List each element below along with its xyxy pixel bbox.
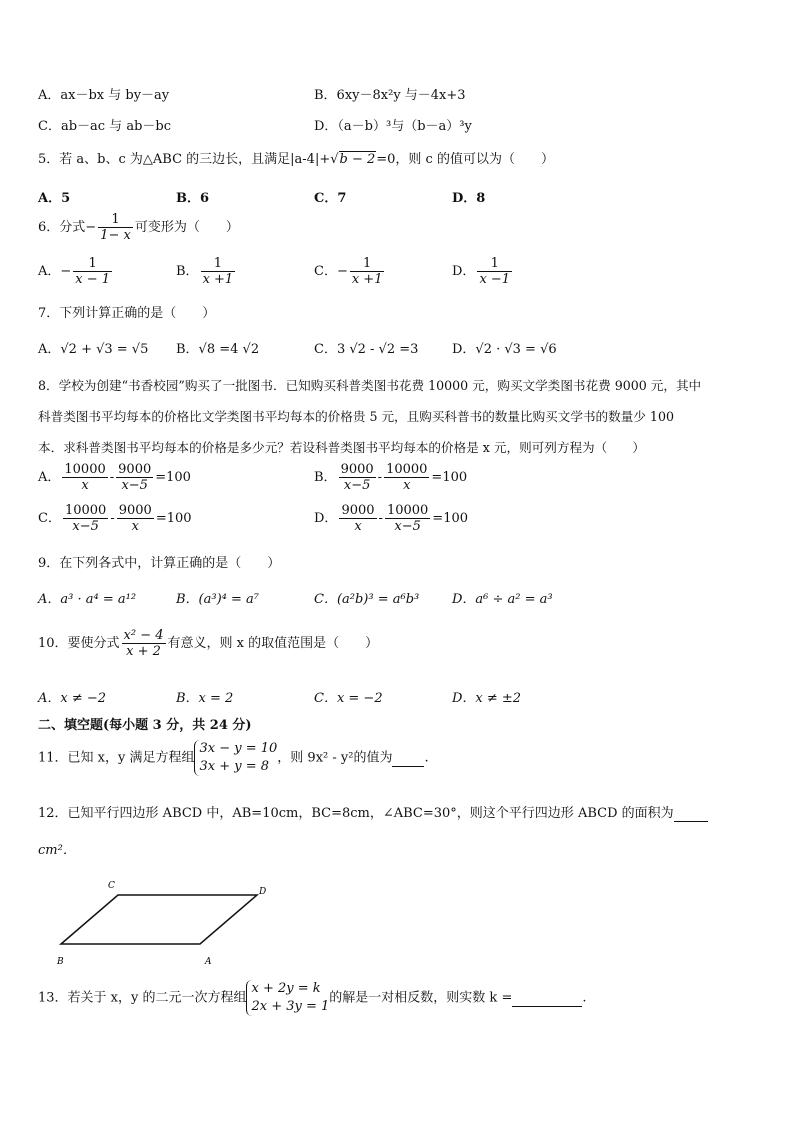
q13-stem: 13．若关于 x，y 的二元一次方程组 x + 2y = k 2x + 3y = 1 的解是一对相反数，则实数 k = . [38, 981, 587, 1014]
q13-answer-blank[interactable] [512, 991, 582, 1007]
q8-option-b: B． $\frac{9000}{x-5}$ - $\frac{10000}{x}$ =100 [314, 462, 468, 493]
q10-option-c: C．x = −2 [314, 691, 383, 706]
section-heading: 二、填空题(每小题 3 分，共 24 分) [38, 718, 252, 733]
parallelogram-figure [50, 875, 280, 975]
q12-stem: 12．已知平行四边形 ABCD 中，AB=10cm，BC=8cm，∠ABC=30°，则这个平行四边形 ABCD 的面积为 [38, 802, 708, 822]
q6-option-a: A．− $\frac{1}{x - 1}$ [38, 256, 111, 287]
q10-option-a: A．x ≠ −2 [38, 691, 107, 706]
q13-equation-system: x + 2y = k 2x + 3y = 1 [246, 980, 329, 1016]
q11-equation-system: 3x − y = 10 3x + y = 8 [194, 740, 277, 776]
q9-stem: 9．在下列各式中，计算正确的是（ ） [38, 556, 281, 571]
q5-stem: 5．若 a、b、c 为△ABC 的三边长，且满足|a-4|+√b − 2=0，则 c 的值可以为（ ） [38, 152, 554, 167]
q9-option-b: B．(a³)⁴ = a⁷ [176, 592, 259, 607]
q10-option-b: B．x = 2 [176, 691, 234, 706]
q6-stem: 6．分式− $\frac{1}{1- x}$ 可变形为（ ） [38, 212, 239, 243]
q10-stem: 10．要使分式 $\frac{\text{x² − 4}}{x + 2}$ 有意义，则 x 的取值范围是（ ） [38, 628, 379, 659]
q4-option-b: B．6xy－8x²y 与－4x+3 [314, 88, 466, 103]
q4-option-a: A．ax－bx 与 by－ay [38, 88, 170, 103]
q4-option-d: D．（a－b）³与（b－a）³y [314, 119, 472, 134]
q6-option-c: C．− $\frac{1}{x +1}$ [314, 256, 383, 287]
q7-option-b: B．√8 =4 √2 [176, 342, 260, 357]
q9-option-d: D．a⁶ ÷ a² = a³ [452, 592, 553, 607]
q8-option-a: A． $\frac{10000}{x}$ - $\frac{9000}{x-5}$ =100 [38, 462, 191, 493]
q5-option-b: B．6 [176, 191, 210, 206]
q9-option-c: C．(a²b)³ = a⁶b³ [314, 592, 420, 607]
q8-option-c: C． $\frac{10000}{x-5}$ - $\frac{9000}{x}$ =100 [38, 503, 192, 534]
q4-option-c: C．ab－ac 与 ab－bc [38, 119, 171, 134]
q8-stem-line1: 8．学校为创建“书香校园”购买了一批图书．已知购买科普类图书花费 10000 元，购买文学类图书花费 9000 元，其中 [38, 378, 702, 393]
vertex-label-a: A [205, 957, 212, 967]
q12-unit: cm²． [38, 843, 76, 858]
q6-fraction: $\frac{1}{1- x}$ [100, 212, 131, 243]
q10-option-d: D．x ≠ ±2 [452, 691, 522, 706]
q5-option-a: A．5 [38, 191, 71, 206]
vertex-label-d: D [259, 887, 267, 897]
q8-stem-line2: 科普类图书平均每本的价格比文学类图书平均每本的价格贵 5 元，且购买科普书的数量比购买文学书的数量少 100 [38, 409, 674, 424]
q5-radicand: b − 2 [339, 152, 376, 167]
q11-stem: 11．已知 x，y 满足方程组 3x − y = 10 3x + y = 8 ，则 9x² - y²的值为 . [38, 741, 429, 774]
q7-option-c: C．3 √2 - √2 =3 [314, 342, 419, 357]
q9-option-a: A．a³ · a⁴ = a¹² [38, 592, 137, 607]
q6-option-b: B． $\frac{1}{x +1}$ [176, 256, 234, 287]
q8-stem-line3: 本．求科普类图书平均每本的价格是多少元？若设科普类图书平均每本的价格是 x 元，则可列方程为（ ） [38, 440, 646, 455]
q8-option-d: D． $\frac{9000}{x}$ - $\frac{10000}{x-5}$ =100 [314, 503, 469, 534]
q12-answer-blank[interactable] [674, 806, 708, 822]
vertex-label-c: C [108, 881, 115, 891]
parallelogram-shape [61, 895, 257, 944]
q11-answer-blank[interactable] [392, 751, 424, 767]
q7-option-d: D．√2 · √3 = √6 [452, 342, 557, 357]
q6-option-d: D． $\frac{1}{x -1}$ [452, 256, 511, 287]
vertex-label-b: B [57, 957, 64, 967]
q5-option-c: C．7 [314, 191, 347, 206]
q7-stem: 7．下列计算正确的是（ ） [38, 306, 216, 321]
q7-option-a: A．√2 + √3 = √5 [38, 342, 149, 357]
q5-option-d: D．8 [452, 191, 486, 206]
